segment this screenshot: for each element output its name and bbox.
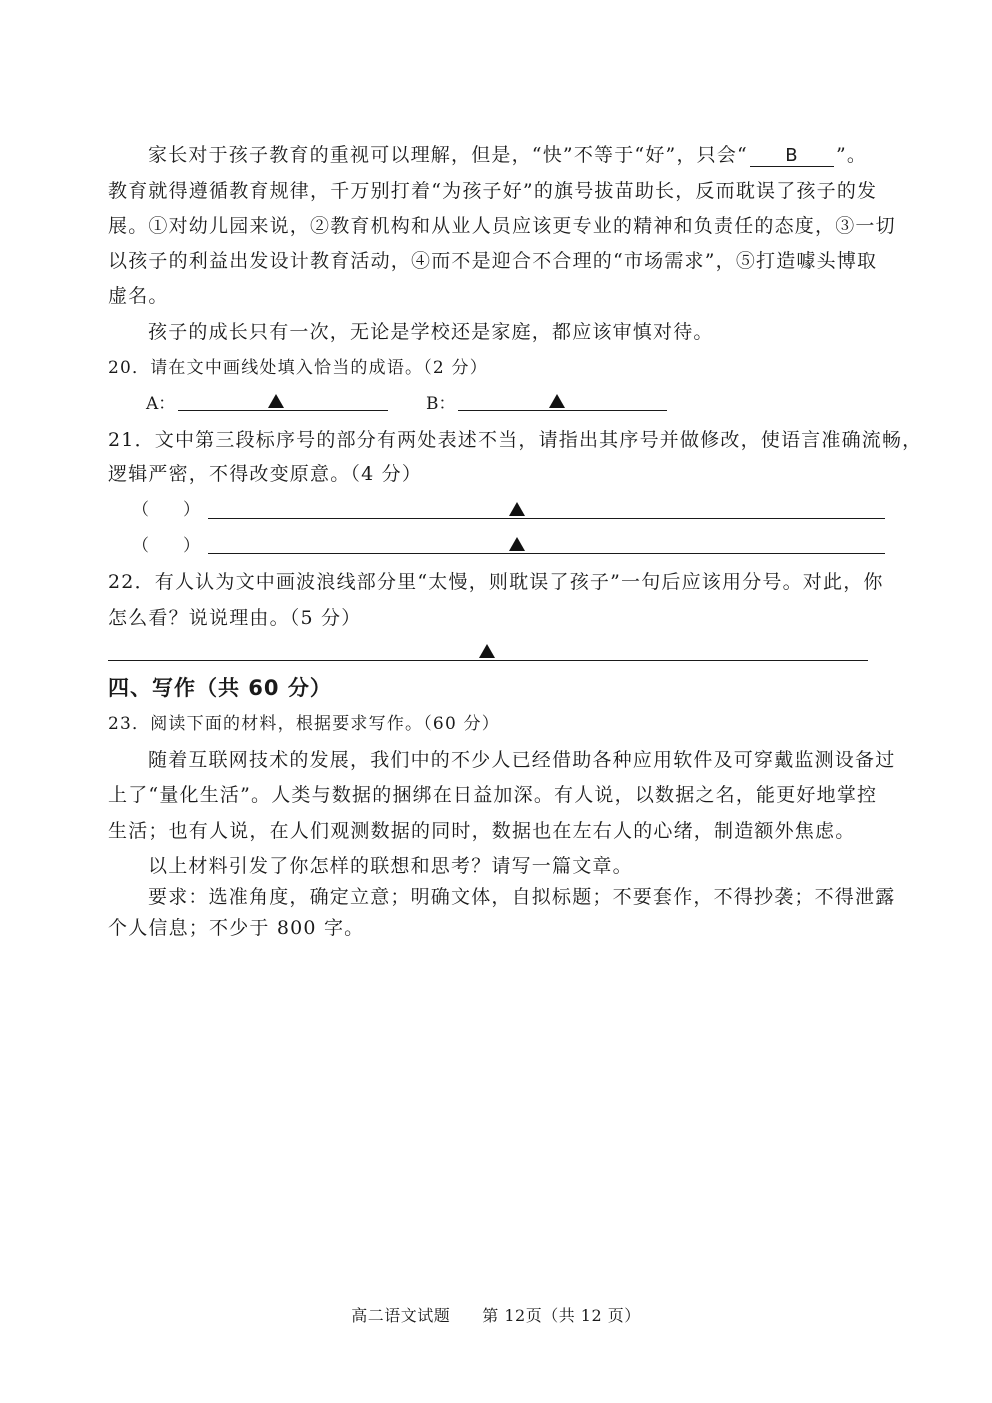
triangle-up-icon	[509, 537, 525, 551]
q21-paren-1: （ ）	[132, 500, 200, 520]
passage-line: 孩子的成长只有一次，无论是学校还是家庭，都应该审慎对待。	[148, 321, 714, 343]
question-20: 20．请在文中画线处填入恰当的成语。（2 分）	[108, 358, 488, 378]
passage-line: 以孩子的利益出发设计教育活动，④而不是迎合不合理的“市场需求”，⑤打造噱头博取	[108, 250, 878, 272]
passage-text: ”。	[835, 144, 868, 166]
question-23: 23．阅读下面的材料，根据要求写作。（60 分）	[108, 714, 500, 734]
q21-answer-line-2[interactable]	[208, 553, 885, 554]
q20-answer-line-b[interactable]	[458, 410, 667, 411]
section-heading: 四、写作（共 60 分）	[108, 676, 332, 700]
passage-line: 展。①对幼儿园来说，②教育机构和从业人员应该更专业的精神和负责任的态度，③一切	[108, 215, 896, 237]
q22-answer-line[interactable]	[108, 660, 868, 661]
triangle-up-icon	[479, 644, 495, 658]
footer-subject: 高二语文试题	[351, 1306, 451, 1325]
requirements-line: 要求：选准角度，确定立意；明确文体，自拟标题；不要套作，不得抄袭；不得泄露	[148, 886, 896, 908]
q21-answer-line-1[interactable]	[208, 518, 885, 519]
material-line: 生活；也有人说，在人们观测数据的同时，数据也在左右人的心绪，制造额外焦虑。	[108, 820, 856, 842]
question-22-cont: 怎么看？说说理由。（5 分）	[108, 607, 362, 629]
passage-text: 家长对于孩子教育的重视可以理解，但是，“快”不等于“好”，只会“	[148, 144, 748, 166]
passage-line	[148, 143, 888, 167]
footer-page-number: 第 12页（共 12 页）	[482, 1306, 641, 1325]
question-22: 22．有人认为文中画波浪线部分里“太慢，则耽误了孩子”一句后应该用分号。对此，你	[108, 571, 884, 593]
passage-line: 虚名。	[108, 285, 169, 307]
q20-label-b: B：	[426, 394, 456, 414]
material-line: 随着互联网技术的发展，我们中的不少人已经借助各种应用软件及可穿戴监测设备过	[148, 749, 896, 771]
page-footer	[0, 1306, 992, 1326]
passage-line: 教育就得遵循教育规律，千万别打着“为孩子好”的旗号拔苗助长，反而耽误了孩子的发	[108, 180, 878, 202]
requirements-line: 个人信息；不少于 800 字。	[108, 917, 365, 939]
writing-task: 以上材料引发了你怎样的联想和思考？请写一篇文章。	[148, 855, 633, 877]
triangle-up-icon	[509, 502, 525, 516]
q20-label-a: A：	[146, 394, 176, 414]
q20-answer-line-a[interactable]	[178, 410, 388, 411]
triangle-up-icon	[268, 394, 284, 408]
material-line: 上了“量化生活”。人类与数据的捆绑在日益加深。有人说，以数据之名，能更好地掌控	[108, 784, 878, 806]
q21-paren-2: （ ）	[132, 536, 200, 556]
blank-b: B	[750, 146, 834, 167]
question-21-cont: 逻辑严密，不得改变原意。（4 分）	[108, 463, 423, 485]
triangle-up-icon	[549, 394, 565, 408]
question-21: 21．文中第三段标序号的部分有两处表述不当，请指出其序号并做修改，使语言准确流畅，	[108, 429, 923, 451]
